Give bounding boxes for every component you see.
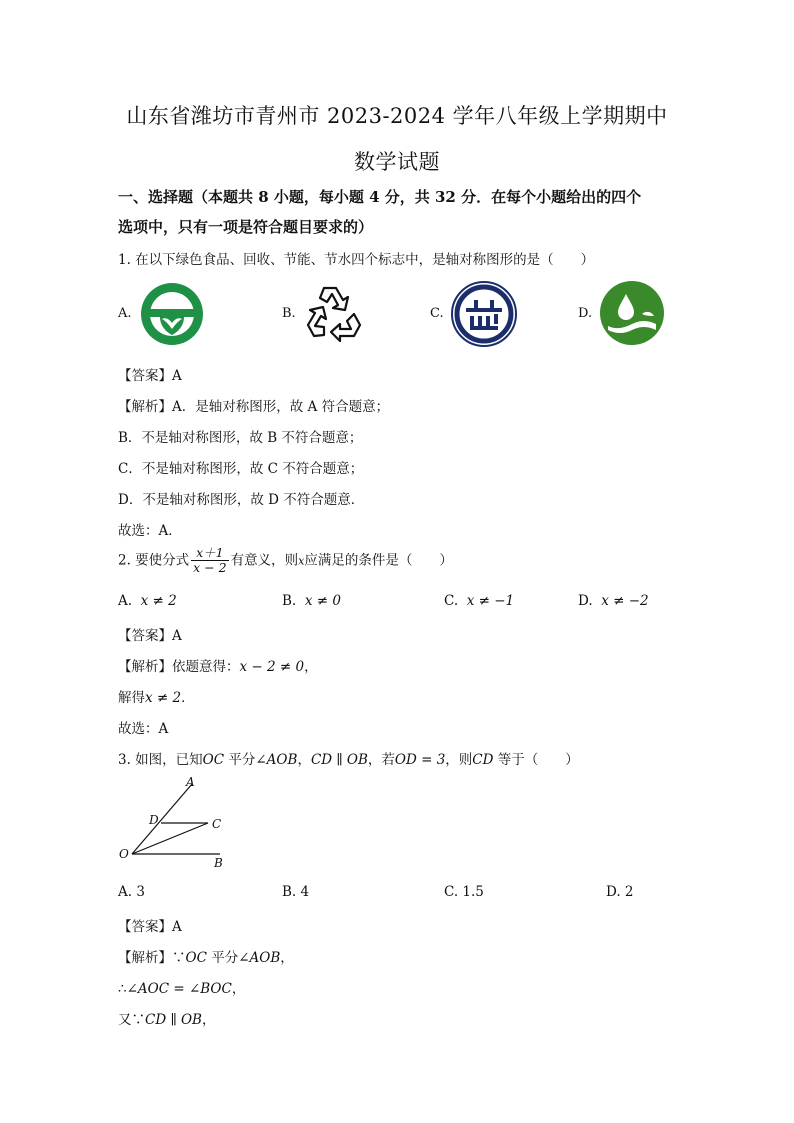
q2-stem-var: x (298, 554, 305, 568)
q2-analysis1-expr: x − 2 ≠ 0 (239, 659, 305, 675)
energy-saving-logo-icon (450, 280, 518, 348)
q3-stem (118, 748, 579, 768)
q1-analysis-line4: D．不是轴对称图形，故 D 不符合题意． (118, 492, 365, 508)
q3-stem-cd: CD (472, 752, 494, 768)
q1-analysis-line1: 【解析】A．是轴对称图形，故 A 符合题意； (118, 399, 390, 415)
q3-geometry-figure (116, 774, 236, 874)
q2-analysis-line3: 故选：A (118, 721, 169, 737)
q1-analysis-line5: 故选：A． (118, 523, 182, 539)
q3-label-d: D (149, 813, 159, 827)
water-saving-logo-icon (598, 280, 666, 346)
q3-analysis3-prefix: 又∵ (118, 1012, 145, 1028)
q2-fraction-denominator: x − 2 (193, 560, 227, 576)
q3-option-a: A. 3 (118, 884, 145, 900)
q1-stem: 1. 在以下绿色食品、回收、节能、节水四个标志中，是轴对称图形的是（ ） (118, 252, 595, 268)
q3-analysis-line1 (118, 946, 294, 966)
q3-stem-oc: OC (202, 752, 225, 768)
q2-option-b-expr: x ≠ 0 (304, 593, 341, 609)
q2-stem-mid: 有意义，则 (230, 552, 299, 569)
q3-option-d: D. 2 (606, 884, 634, 900)
q3-answer: 【答案】A (118, 919, 182, 935)
q2-option-d (578, 593, 649, 609)
q2-option-b (282, 593, 341, 609)
q3-label-b: B (214, 856, 223, 870)
q2-analysis1-prefix: 【解析】依题意得： (118, 659, 240, 675)
q3-analysis3-suffix: ， (201, 1012, 216, 1028)
q3-analysis2-prefix: ∴ (118, 981, 127, 997)
recycle-logo-icon (302, 280, 366, 344)
q3-stem-mid2: ， (297, 752, 311, 768)
q3-stem-mid1: 平分 (224, 752, 256, 768)
q2-option-a-label: A. (118, 593, 133, 609)
q3-analysis2-suffix: ， (231, 981, 246, 997)
q3-ray-oa (132, 784, 192, 854)
q2-option-c-label: C. (444, 593, 459, 609)
q3-option-c: C. 1.5 (444, 884, 484, 900)
q3-analysis-line2 (118, 977, 245, 997)
q3-analysis1-expr: OC (185, 950, 207, 966)
q2-analysis-line2 (118, 686, 195, 706)
q2-stem-prefix: 2. 要使分式 (118, 552, 190, 569)
section-heading-line2: 选项中，只有一项是符合题目要求的） (118, 218, 374, 236)
q2-analysis1-suffix: ， (304, 659, 318, 675)
q3-label-c: C (212, 817, 222, 831)
q2-answer: 【答案】A (118, 628, 182, 644)
q3-stem-mid4: ，则 (445, 752, 473, 768)
q3-analysis2-expr: ∠AOC = ∠BOC (126, 981, 232, 997)
q2-option-c (444, 593, 514, 609)
q3-analysis3-expr: CD ∥ OB (145, 1012, 202, 1028)
q2-option-c-expr: x ≠ −1 (466, 593, 515, 609)
q2-fraction-numerator: x＋1 (191, 546, 228, 561)
q2-analysis2-prefix: 解得 (118, 690, 145, 706)
q3-label-o: O (119, 847, 129, 861)
q3-analysis1-mid: 平分 (206, 950, 239, 966)
q2-stem (118, 546, 453, 576)
q3-analysis1-suffix: ， (280, 950, 294, 966)
q1-option-d-label: D. (578, 306, 593, 321)
document-title: 山东省潍坊市青州市 2023-2024 学年八年级上学期期中 (126, 104, 668, 128)
q3-stem-angle: ∠AOB (255, 752, 298, 768)
q1-analysis-line2: B．不是轴对称图形，故 B 不符合题意； (118, 430, 363, 446)
q3-stem-od: OD = 3 (394, 752, 446, 768)
q2-option-a-expr: x ≠ 2 (140, 593, 177, 609)
q3-stem-end: 等于（ ） (493, 752, 579, 768)
q2-option-d-expr: x ≠ −2 (601, 593, 649, 609)
q2-analysis-line1 (118, 655, 318, 675)
q3-stem-mid3: ，若 (367, 752, 395, 768)
q3-analysis1-prefix: 【解析】∵ (118, 950, 186, 966)
q3-ray-oc (132, 823, 208, 854)
q2-option-d-label: D. (578, 593, 593, 609)
document-subtitle: 数学试题 (354, 150, 440, 174)
q2-option-b-label: B. (282, 593, 297, 609)
q1-analysis-line3: C．不是轴对称图形，故 C 不符合题意； (118, 461, 364, 477)
green-food-logo-icon (138, 281, 206, 347)
q3-stem-parallel: CD ∥ OB (310, 752, 368, 768)
section-heading-line1: 一、选择题（本题共 8 小题，每小题 4 分，共 32 分．在每个小题给出的四个 (118, 188, 642, 206)
q3-label-a: A (186, 775, 195, 789)
q2-stem-end: 应满足的条件是（ ） (304, 552, 453, 569)
q1-option-b-label: B. (282, 306, 296, 321)
q1-option-c-label: C. (430, 306, 444, 321)
q2-option-a (118, 593, 177, 609)
q1-option-a-label: A. (118, 306, 132, 321)
q3-stem-prefix: 3. 如图，已知 (118, 752, 203, 768)
q3-analysis-line3 (118, 1008, 215, 1028)
q2-analysis2-expr: x ≠ 2 (145, 690, 182, 706)
q1-answer: 【答案】A (118, 368, 182, 384)
q2-analysis2-suffix: ． (181, 690, 195, 706)
q3-analysis1-expr2: ∠AOB (238, 950, 281, 966)
q3-option-b: B. 4 (282, 884, 310, 900)
q2-fraction (191, 546, 228, 576)
